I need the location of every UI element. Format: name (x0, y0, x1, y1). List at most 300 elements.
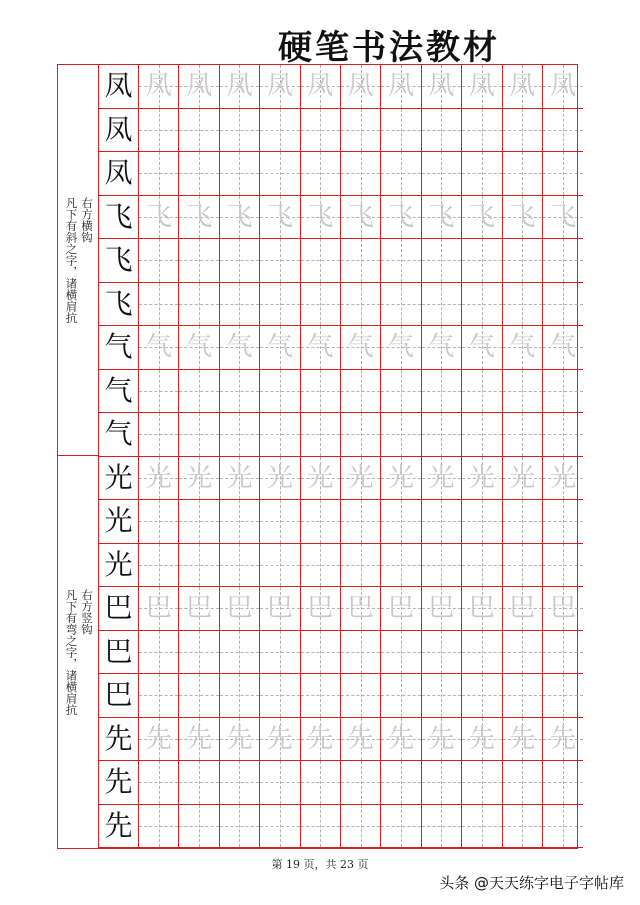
practice-cell[interactable] (260, 65, 300, 109)
note-column: 右方横钩 (80, 196, 94, 243)
practice-cell[interactable] (503, 544, 543, 588)
model-cell (99, 109, 139, 153)
practice-cell[interactable] (543, 283, 583, 327)
practice-cell[interactable] (301, 413, 341, 457)
practice-row (99, 196, 577, 240)
practice-cell[interactable] (301, 196, 341, 240)
model-character: 飞 (104, 243, 133, 277)
practice-cell[interactable] (462, 239, 502, 283)
practice-cell[interactable] (301, 283, 341, 327)
watermark: 头条 @天天练字电子字帖库 (439, 874, 624, 892)
practice-cell[interactable] (139, 413, 179, 457)
practice-cell[interactable] (179, 65, 219, 109)
practice-cell[interactable] (179, 109, 219, 153)
practice-cell[interactable] (301, 587, 341, 631)
trace-character: 飞 (145, 201, 172, 232)
trace-character: 气 (550, 332, 577, 363)
practice-cell[interactable] (260, 718, 300, 762)
practice-row (99, 718, 577, 762)
practice-cell[interactable] (341, 239, 381, 283)
trace-character: 先 (266, 723, 293, 754)
practice-cell[interactable] (179, 544, 219, 588)
practice-cell[interactable] (301, 805, 341, 849)
practice-row (99, 283, 577, 327)
practice-cell[interactable] (543, 718, 583, 762)
practice-cell[interactable] (462, 631, 502, 675)
practice-cell[interactable] (503, 457, 543, 501)
practice-cell[interactable] (139, 457, 179, 501)
practice-cell[interactable] (462, 457, 502, 501)
practice-cell[interactable] (139, 65, 179, 109)
practice-cell[interactable] (503, 326, 543, 370)
practice-cell[interactable] (139, 239, 179, 283)
practice-cell[interactable] (179, 326, 219, 370)
practice-cell[interactable] (381, 283, 421, 327)
practice-row (99, 239, 577, 283)
practice-cell[interactable] (381, 65, 421, 109)
trace-character: 凤 (509, 71, 536, 102)
practice-cell[interactable] (260, 544, 300, 588)
model-character: 光 (104, 504, 133, 538)
trace-character: 凤 (266, 71, 293, 102)
practice-cell[interactable] (260, 587, 300, 631)
practice-row (99, 457, 577, 501)
practice-cell[interactable] (462, 65, 502, 109)
practice-cell[interactable] (341, 65, 381, 109)
practice-cell[interactable] (422, 152, 462, 196)
model-character: 先 (104, 721, 133, 755)
trace-character: 光 (388, 462, 415, 493)
practice-cell[interactable] (543, 239, 583, 283)
practice-cell[interactable] (462, 152, 502, 196)
practice-cell[interactable] (260, 326, 300, 370)
model-cell (99, 587, 139, 631)
practice-cell[interactable] (462, 587, 502, 631)
practice-sheet (57, 64, 578, 849)
practice-cell[interactable] (341, 805, 381, 849)
note-column: 凡下有斜之字，诸横肩抗 (64, 196, 79, 324)
practice-row (99, 370, 577, 414)
practice-cell[interactable] (381, 326, 421, 370)
practice-cell[interactable] (341, 631, 381, 675)
practice-cell[interactable] (301, 109, 341, 153)
practice-cell[interactable] (139, 326, 179, 370)
trace-character: 飞 (307, 201, 334, 232)
page-title: 硬笔书法教材 (278, 28, 500, 68)
trace-character: 气 (145, 332, 172, 363)
model-cell (99, 239, 139, 283)
practice-cell[interactable] (220, 674, 260, 718)
model-character: 气 (104, 373, 133, 407)
practice-cell[interactable] (341, 674, 381, 718)
practice-cell[interactable] (381, 152, 421, 196)
practice-cell[interactable] (260, 457, 300, 501)
practice-cell[interactable] (462, 326, 502, 370)
model-character: 先 (104, 808, 133, 842)
practice-cell[interactable] (503, 761, 543, 805)
practice-cell[interactable] (220, 65, 260, 109)
practice-cell[interactable] (422, 587, 462, 631)
trace-character: 巴 (145, 593, 172, 624)
practice-cell[interactable] (179, 370, 219, 414)
practice-cell[interactable] (179, 674, 219, 718)
practice-cell[interactable] (139, 631, 179, 675)
practice-cell[interactable] (503, 500, 543, 544)
practice-cell[interactable] (260, 674, 300, 718)
trace-character: 先 (307, 723, 334, 754)
practice-cell[interactable] (301, 239, 341, 283)
model-cell (99, 544, 139, 588)
practice-cell[interactable] (543, 761, 583, 805)
trace-character: 凤 (307, 71, 334, 102)
trace-character: 巴 (347, 593, 374, 624)
practice-cell[interactable] (381, 413, 421, 457)
practice-cell[interactable] (543, 544, 583, 588)
model-cell (99, 65, 139, 109)
practice-row (99, 65, 577, 109)
practice-cell[interactable] (422, 196, 462, 240)
trace-character: 凤 (145, 71, 172, 102)
practice-cell[interactable] (260, 196, 300, 240)
practice-cell[interactable] (381, 370, 421, 414)
model-character: 凤 (104, 112, 133, 146)
practice-cell[interactable] (381, 457, 421, 501)
practice-cell[interactable] (543, 152, 583, 196)
practice-cell[interactable] (422, 631, 462, 675)
practice-cell[interactable] (301, 326, 341, 370)
practice-cell[interactable] (422, 65, 462, 109)
practice-cell[interactable] (422, 718, 462, 762)
model-cell (99, 283, 139, 327)
practice-cell[interactable] (220, 239, 260, 283)
practice-cell[interactable] (179, 718, 219, 762)
practice-cell[interactable] (139, 500, 179, 544)
model-character: 先 (104, 765, 133, 799)
trace-character: 光 (509, 462, 536, 493)
practice-cell[interactable] (220, 196, 260, 240)
practice-cell[interactable] (543, 631, 583, 675)
model-character: 飞 (104, 199, 133, 233)
practice-cell[interactable] (503, 152, 543, 196)
trace-character: 凤 (186, 71, 213, 102)
trace-character: 凤 (428, 71, 455, 102)
practice-cell[interactable] (179, 413, 219, 457)
practice-cell[interactable] (341, 326, 381, 370)
practice-cell[interactable] (179, 587, 219, 631)
practice-cell[interactable] (139, 805, 179, 849)
practice-cell[interactable] (462, 196, 502, 240)
practice-cell[interactable] (301, 500, 341, 544)
practice-cell[interactable] (503, 239, 543, 283)
practice-cell[interactable] (503, 805, 543, 849)
practice-cell[interactable] (139, 587, 179, 631)
section-2-note-panel (58, 456, 99, 848)
practice-cell[interactable] (301, 761, 341, 805)
trace-character: 巴 (307, 593, 334, 624)
practice-cell[interactable] (543, 370, 583, 414)
practice-cell[interactable] (422, 239, 462, 283)
practice-cell[interactable] (341, 457, 381, 501)
practice-cell[interactable] (301, 457, 341, 501)
practice-cell[interactable] (341, 500, 381, 544)
practice-cell[interactable] (341, 718, 381, 762)
practice-row (99, 500, 577, 544)
practice-cell[interactable] (381, 239, 421, 283)
practice-cell[interactable] (381, 109, 421, 153)
trace-character: 巴 (428, 593, 455, 624)
practice-cell[interactable] (503, 109, 543, 153)
practice-cell[interactable] (260, 631, 300, 675)
practice-cell[interactable] (462, 370, 502, 414)
practice-cell[interactable] (139, 674, 179, 718)
trace-character: 气 (468, 332, 495, 363)
trace-character: 先 (428, 723, 455, 754)
practice-cell[interactable] (341, 544, 381, 588)
trace-character: 飞 (428, 201, 455, 232)
practice-cell[interactable] (543, 587, 583, 631)
practice-cell[interactable] (422, 674, 462, 718)
practice-cell[interactable] (543, 326, 583, 370)
section-1-note (60, 197, 97, 324)
note-column: 凡下有弯之字，诸横肩抗 (64, 588, 79, 716)
trace-character: 气 (509, 332, 536, 363)
practice-cell[interactable] (422, 413, 462, 457)
model-cell (99, 152, 139, 196)
practice-cell[interactable] (422, 109, 462, 153)
practice-cell[interactable] (543, 457, 583, 501)
trace-character: 巴 (186, 593, 213, 624)
practice-cell[interactable] (139, 109, 179, 153)
practice-cell[interactable] (462, 283, 502, 327)
practice-cell[interactable] (139, 370, 179, 414)
practice-cell[interactable] (220, 370, 260, 414)
practice-cell[interactable] (220, 544, 260, 588)
practice-cell[interactable] (260, 283, 300, 327)
model-character: 凤 (104, 69, 133, 103)
practice-cell[interactable] (543, 805, 583, 849)
practice-cell[interactable] (179, 457, 219, 501)
practice-row (99, 152, 577, 196)
practice-cell[interactable] (503, 370, 543, 414)
practice-cell[interactable] (543, 674, 583, 718)
practice-cell[interactable] (381, 587, 421, 631)
trace-character: 光 (550, 462, 577, 493)
trace-character: 巴 (388, 593, 415, 624)
model-cell (99, 805, 139, 849)
model-character: 飞 (104, 286, 133, 320)
practice-cell[interactable] (381, 500, 421, 544)
trace-character: 凤 (388, 71, 415, 102)
practice-cell[interactable] (260, 761, 300, 805)
practice-cell[interactable] (503, 196, 543, 240)
practice-cell[interactable] (220, 326, 260, 370)
practice-cell[interactable] (381, 674, 421, 718)
model-cell (99, 370, 139, 414)
model-character: 光 (104, 547, 133, 581)
practice-cell[interactable] (341, 109, 381, 153)
trace-character: 气 (307, 332, 334, 363)
practice-cell[interactable] (220, 413, 260, 457)
trace-character: 先 (550, 723, 577, 754)
practice-cell[interactable] (543, 413, 583, 457)
practice-cell[interactable] (381, 805, 421, 849)
practice-cell[interactable] (503, 674, 543, 718)
practice-cell[interactable] (341, 587, 381, 631)
trace-character: 先 (509, 723, 536, 754)
practice-cell[interactable] (341, 413, 381, 457)
note-column: 右方竖钩 (80, 588, 94, 635)
practice-cell[interactable] (139, 196, 179, 240)
trace-character: 凤 (468, 71, 495, 102)
practice-cell[interactable] (543, 196, 583, 240)
practice-cell[interactable] (301, 65, 341, 109)
practice-cell[interactable] (341, 761, 381, 805)
practice-row (99, 587, 577, 631)
section-1-note-panel (58, 65, 99, 456)
practice-cell[interactable] (260, 370, 300, 414)
practice-cell[interactable] (341, 283, 381, 327)
trace-character: 飞 (186, 201, 213, 232)
trace-character: 先 (226, 723, 253, 754)
practice-cell[interactable] (503, 413, 543, 457)
practice-cell[interactable] (139, 152, 179, 196)
trace-character: 光 (266, 462, 293, 493)
practice-cell[interactable] (341, 196, 381, 240)
practice-cell[interactable] (301, 631, 341, 675)
practice-cell[interactable] (422, 370, 462, 414)
practice-cell[interactable] (139, 761, 179, 805)
practice-cell[interactable] (422, 544, 462, 588)
practice-row (99, 805, 577, 849)
practice-grid (99, 65, 577, 848)
model-character: 气 (104, 417, 133, 451)
practice-cell[interactable] (260, 239, 300, 283)
practice-cell[interactable] (422, 326, 462, 370)
practice-cell[interactable] (260, 413, 300, 457)
trace-character: 先 (145, 723, 172, 754)
practice-cell[interactable] (462, 674, 502, 718)
model-cell (99, 413, 139, 457)
practice-cell[interactable] (220, 457, 260, 501)
model-cell (99, 761, 139, 805)
practice-cell[interactable] (179, 283, 219, 327)
model-cell (99, 631, 139, 675)
practice-cell[interactable] (220, 500, 260, 544)
model-cell (99, 196, 139, 240)
trace-character: 巴 (509, 593, 536, 624)
practice-cell[interactable] (301, 544, 341, 588)
practice-cell[interactable] (139, 283, 179, 327)
practice-cell[interactable] (301, 152, 341, 196)
model-character: 巴 (104, 591, 133, 625)
practice-cell[interactable] (220, 587, 260, 631)
practice-cell[interactable] (179, 805, 219, 849)
practice-cell[interactable] (381, 718, 421, 762)
trace-character: 飞 (388, 201, 415, 232)
practice-cell[interactable] (179, 500, 219, 544)
practice-cell[interactable] (220, 283, 260, 327)
trace-character: 光 (428, 462, 455, 493)
practice-cell[interactable] (381, 544, 421, 588)
practice-cell[interactable] (179, 761, 219, 805)
practice-cell[interactable] (422, 805, 462, 849)
practice-cell[interactable] (220, 152, 260, 196)
practice-cell[interactable] (422, 457, 462, 501)
practice-cell[interactable] (422, 283, 462, 327)
trace-character: 飞 (266, 201, 293, 232)
trace-character: 气 (428, 332, 455, 363)
practice-cell[interactable] (301, 674, 341, 718)
model-character: 气 (104, 330, 133, 364)
practice-cell[interactable] (341, 152, 381, 196)
practice-cell[interactable] (543, 65, 583, 109)
practice-cell[interactable] (462, 413, 502, 457)
practice-cell[interactable] (543, 109, 583, 153)
trace-character: 飞 (468, 201, 495, 232)
practice-cell[interactable] (381, 761, 421, 805)
practice-cell[interactable] (503, 587, 543, 631)
practice-cell[interactable] (260, 500, 300, 544)
practice-cell[interactable] (220, 109, 260, 153)
practice-cell[interactable] (503, 718, 543, 762)
trace-character: 巴 (226, 593, 253, 624)
practice-cell[interactable] (301, 718, 341, 762)
practice-cell[interactable] (260, 109, 300, 153)
practice-cell[interactable] (462, 109, 502, 153)
trace-character: 先 (347, 723, 374, 754)
practice-cell[interactable] (179, 196, 219, 240)
practice-cell[interactable] (543, 500, 583, 544)
practice-cell[interactable] (462, 805, 502, 849)
practice-cell[interactable] (179, 152, 219, 196)
practice-cell[interactable] (260, 805, 300, 849)
trace-character: 光 (145, 462, 172, 493)
practice-cell[interactable] (462, 500, 502, 544)
practice-cell[interactable] (462, 761, 502, 805)
practice-cell[interactable] (422, 500, 462, 544)
practice-row (99, 674, 577, 718)
trace-character: 飞 (226, 201, 253, 232)
practice-cell[interactable] (381, 631, 421, 675)
practice-cell[interactable] (139, 544, 179, 588)
practice-row (99, 544, 577, 588)
practice-cell[interactable] (260, 152, 300, 196)
practice-cell[interactable] (462, 544, 502, 588)
practice-cell[interactable] (220, 805, 260, 849)
practice-cell[interactable] (220, 718, 260, 762)
practice-cell[interactable] (179, 631, 219, 675)
model-character: 光 (104, 460, 133, 494)
practice-cell[interactable] (220, 761, 260, 805)
practice-cell[interactable] (381, 196, 421, 240)
practice-cell[interactable] (503, 631, 543, 675)
practice-row (99, 631, 577, 675)
practice-cell[interactable] (422, 761, 462, 805)
practice-cell[interactable] (139, 718, 179, 762)
trace-character: 光 (347, 462, 374, 493)
practice-cell[interactable] (503, 65, 543, 109)
practice-cell[interactable] (503, 283, 543, 327)
practice-cell[interactable] (341, 370, 381, 414)
trace-character: 先 (388, 723, 415, 754)
practice-row (99, 109, 577, 153)
practice-cell[interactable] (179, 239, 219, 283)
practice-cell[interactable] (301, 370, 341, 414)
section-2-note (60, 589, 97, 716)
practice-cell[interactable] (462, 718, 502, 762)
trace-character: 光 (186, 462, 213, 493)
practice-cell[interactable] (220, 631, 260, 675)
